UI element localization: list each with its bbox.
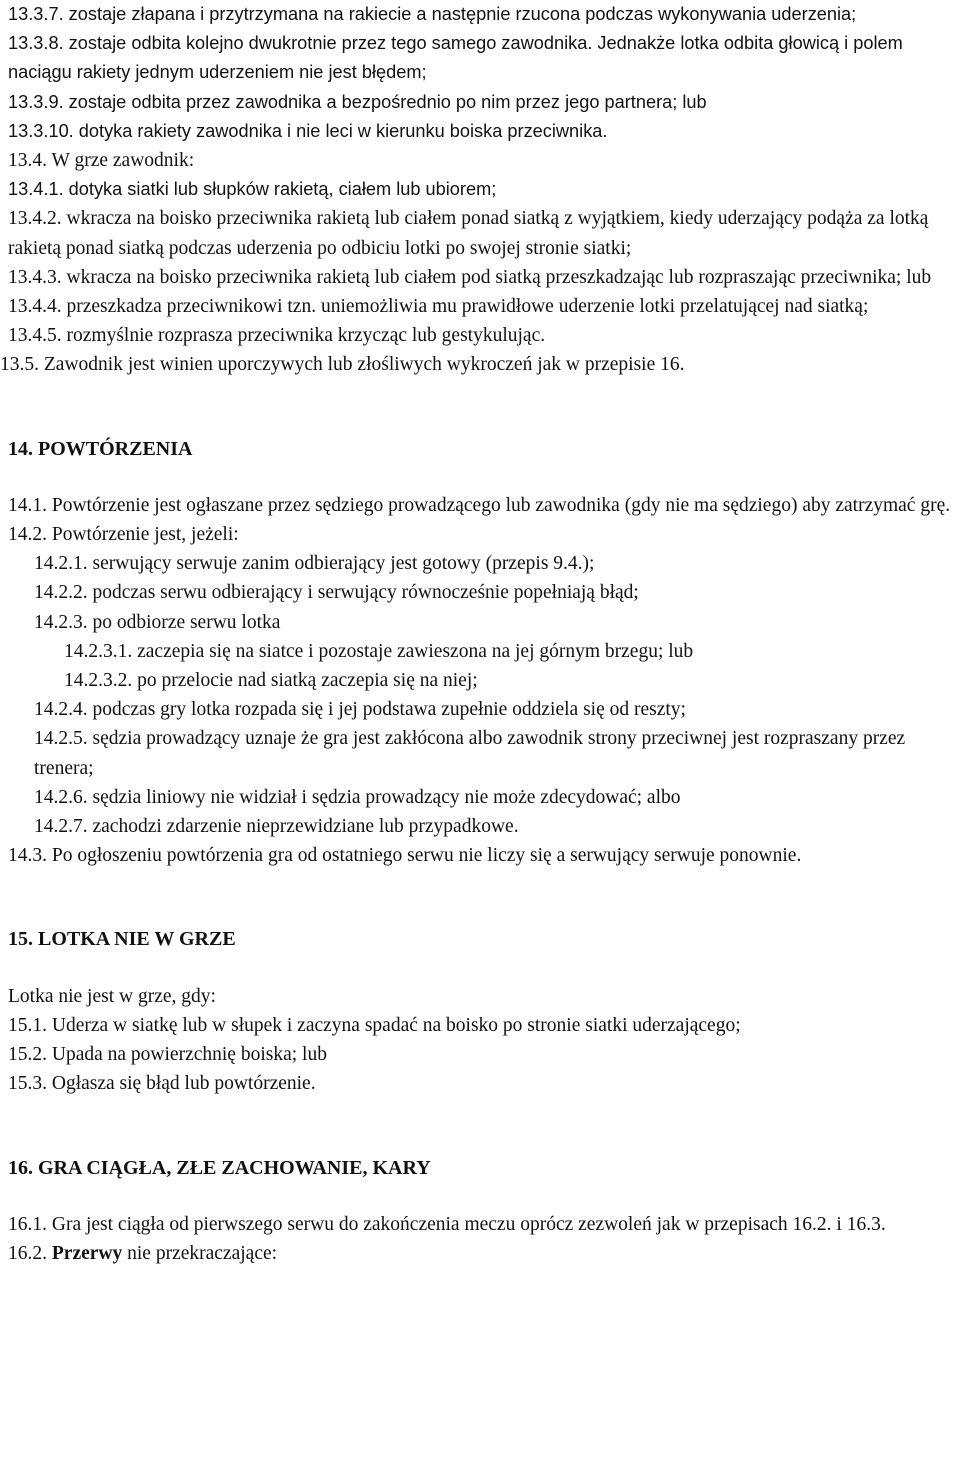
rule-14-2-5: 14.2.5. sędzia prowadzący uznaje że gra jest zakłócona albo zawodnik strony przeciwnej jest rozpraszany przez trenera; [34, 728, 906, 779]
rule-16-2-number: 16.2. [8, 1242, 47, 1264]
rule-16-2-bold: Przerwy [51, 1242, 123, 1264]
rule-13-5: 13.5. Zawodnik jest winien uporczywych lub złośliwych wykroczeń jak w przepisie 16. [0, 354, 685, 376]
section-heading-14: 14. POWTÓRZENIA [8, 437, 193, 460]
rule-14-2-2: 14.2.2. podczas serwu odbierający i serwujący równocześnie popełniają błąd; [34, 582, 639, 604]
rule-16-2 [8, 1239, 953, 1268]
rule-14-2-7: 14.2.7. zachodzi zdarzenie nieprzewidziane lub przypadkowe. [34, 816, 519, 838]
rule-15-1: 15.1. Uderza w siatkę lub w słupek i zaczyna spadać na boisko po stronie siatki uderzającego; [8, 1014, 741, 1036]
rule-14-2-3: 14.2.3. po odbiorze serwu lotka [34, 611, 281, 633]
section-heading-16: 16. GRA CIĄGŁA, ZŁE ZACHOWANIE, KARY [8, 1156, 431, 1179]
section-gap [8, 464, 953, 491]
rule-15-2: 15.2. Upada na powierzchnię boiska; lub [8, 1044, 327, 1066]
rule-14-2-1: 14.2.1. serwujący serwuje zanim odbierający jest gotowy (przepis 9.4.); [34, 553, 595, 575]
rule-13-3-10: 13.3.10. dotyka rakiety zawodnika i nie leci w kierunku boiska przeciwnika. [8, 120, 608, 141]
rule-14-2-6: 14.2.6. sędzia liniowy nie widział i sędzia prowadzący nie może zdecydować; albo [34, 786, 681, 808]
rule-13-4-2: 13.4.2. wkracza na boisko przeciwnika rakietą lub ciałem ponad siatką z wyjątkiem, kiedy uderzający podąża za lotką rakietą ponad siatką podczas uderzenia po odbiciu lotki po swojej stronie siatki; [8, 208, 929, 259]
section-gap [8, 1183, 953, 1210]
rule-15-intro: Lotka nie jest w grze, gdy: [8, 985, 216, 1007]
rule-15-3: 15.3. Ogłasza się błąd lub powtórzenie. [8, 1073, 316, 1095]
rule-13-4-5: 13.4.5. rozmyślnie rozprasza przeciwnika krzycząc lub gestykulując. [8, 325, 546, 347]
rule-13-4-1: 13.4.1. dotyka siatki lub słupków rakietą, ciałem lub ubiorem; [8, 179, 497, 200]
rule-14-3: 14.3. Po ogłoszeniu powtórzenia gra od ostatniego serwu nie liczy się a serwujący serwuje ponownie. [8, 845, 802, 867]
rule-13-4-3: 13.4.3. wkracza na boisko przeciwnika rakietą lub ciałem pod siatką przeszkadzając lub rozpraszając przeciwnika; lub [8, 266, 932, 288]
section-heading-15: 15. LOTKA NIE W GRZE [8, 928, 236, 951]
section-gap [8, 870, 953, 925]
section-gap [8, 955, 953, 982]
rule-13-3-7: 13.3.7. zostaje złapana i przytrzymana na rakiecie a następnie rzucona podczas wykonywania uderzenia; [8, 4, 857, 24]
rule-16-1: 16.1. Gra jest ciągła od pierwszego serwu do zakończenia meczu oprócz zezwoleń jak w przepisach 16.2. i 16.3. [8, 1213, 886, 1235]
rule-13-3-8: 13.3.8. zostaje odbita kolejno dwukrotnie przez tego samego zawodnika. Jednakże lotka odbita głowicą i polem naciągu rakiety jednym uderzeniem nie jest błędem; [8, 33, 903, 83]
rule-14-2-4: 14.2.4. podczas gry lotka rozpada się i jej podstawa zupełnie oddziela się od reszty; [34, 699, 686, 721]
rule-13-4-4: 13.4.4. przeszkadza przeciwnikowi tzn. uniemożliwia mu prawidłowe uderzenie lotki przelatującej nad siatką; [8, 296, 869, 318]
rule-13-3-9: 13.3.9. zostaje odbita przez zawodnika a bezpośrednio po nim przez jego partnera; lub [8, 91, 707, 112]
rule-13-4: 13.4. W grze zawodnik: [8, 150, 195, 172]
section-gap [8, 380, 953, 435]
rule-14-2-3-1: 14.2.3.1. zaczepia się na siatce i pozostaje zawieszona na jej górnym brzegu; lub [64, 640, 694, 662]
rule-14-2-3-2: 14.2.3.2. po przelocie nad siatką zaczepia się na niej; [64, 670, 478, 692]
section-gap [8, 1099, 953, 1154]
rule-16-2-rest: nie przekraczające: [127, 1242, 278, 1264]
rule-14-2: 14.2. Powtórzenie jest, jeżeli: [8, 524, 239, 546]
rule-14-1: 14.1. Powtórzenie jest ogłaszane przez sędziego prowadzącego lub zawodnika (gdy nie ma sędziego) aby zatrzymać grę. [8, 494, 951, 516]
